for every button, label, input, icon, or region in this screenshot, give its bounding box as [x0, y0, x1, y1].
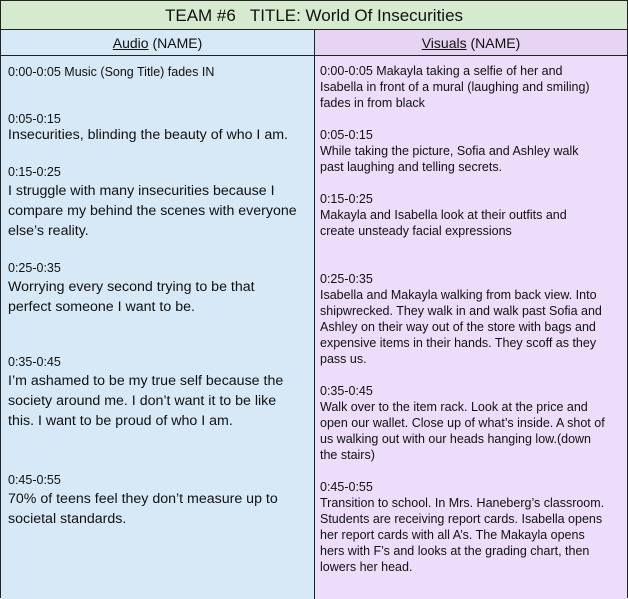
visuals-column-header — [315, 30, 627, 56]
audio-column-header — [1, 30, 315, 56]
audio-timestamp: 0:05-0:15 — [8, 112, 61, 126]
visual-shot: 0:25-0:35 Isabella and Makayla walking from back view. Into shipwrecked. They walk in and walk past Sofia and Ashley on their way out of the store with bags and expensive items in their hands. They scoff as they pass us. — [320, 272, 602, 366]
audio-line: I struggle with many insecurities because I compare my behind the scenes with everyone else’s reality. — [8, 183, 297, 239]
script-title: TITLE: World Of Insecurities — [249, 6, 464, 25]
team-label: TEAM #6 — [164, 6, 236, 25]
audio-column — [1, 56, 315, 599]
visual-shot: 0:45-0:55 Transition to school. In Mrs. Haneberg’s classroom. Students are receiving report cards. Isabella opens her report cards with all A’s. The Makayla opens hers with F’s and looks at the grading chart, then lowers her head. — [320, 480, 605, 574]
audio-line: Worrying every second trying to be that perfect someone I want to be. — [8, 279, 255, 315]
visuals-header-suffix: (NAME) — [466, 35, 521, 51]
visual-shot: 0:35-0:45 Walk over to the item rack. Look at the price and open our wallet. Close up of what’s inside. A shot of us walking out with our heads hanging low.(down the stairs) — [320, 384, 605, 462]
audio-line: 70% of teens feel they don’t measure up to societal standards. — [8, 491, 278, 527]
audio-timestamp: 0:45-0:55 — [8, 473, 61, 487]
audio-timestamp: 0:00-0:05 Music (Song Title) fades IN — [8, 65, 215, 79]
audio-line: Insecurities, blinding the beauty of who I am. — [8, 127, 288, 143]
visual-shot: 0:05-0:15 While taking the picture, Sofia and Ashley walk past laughing and telling secrets. — [320, 128, 579, 174]
visual-shot: 0:15-0:25 Makayla and Isabella look at their outfits and create unsteady facial expressions — [320, 192, 567, 238]
audio-timestamp: 0:15-0:25 — [8, 165, 61, 179]
audio-line: I’m ashamed to be my true self because the society around me. I don’t want it to be like this. I want to be proud of who I am. — [8, 373, 284, 429]
title-bar — [1, 1, 627, 30]
visual-shot: 0:00-0:05 Makayla taking a selfie of her and Isabella in front of a mural (laughing and smiling) fades in from black — [320, 64, 590, 110]
audio-timestamp: 0:35-0:45 — [8, 355, 61, 369]
visuals-header-label: Visuals — [421, 35, 467, 51]
audio-timestamp: 0:25-0:35 — [8, 261, 61, 275]
audio-header-suffix: (NAME) — [148, 35, 203, 51]
audio-header-label: Audio — [112, 35, 149, 51]
visuals-column — [315, 56, 627, 599]
